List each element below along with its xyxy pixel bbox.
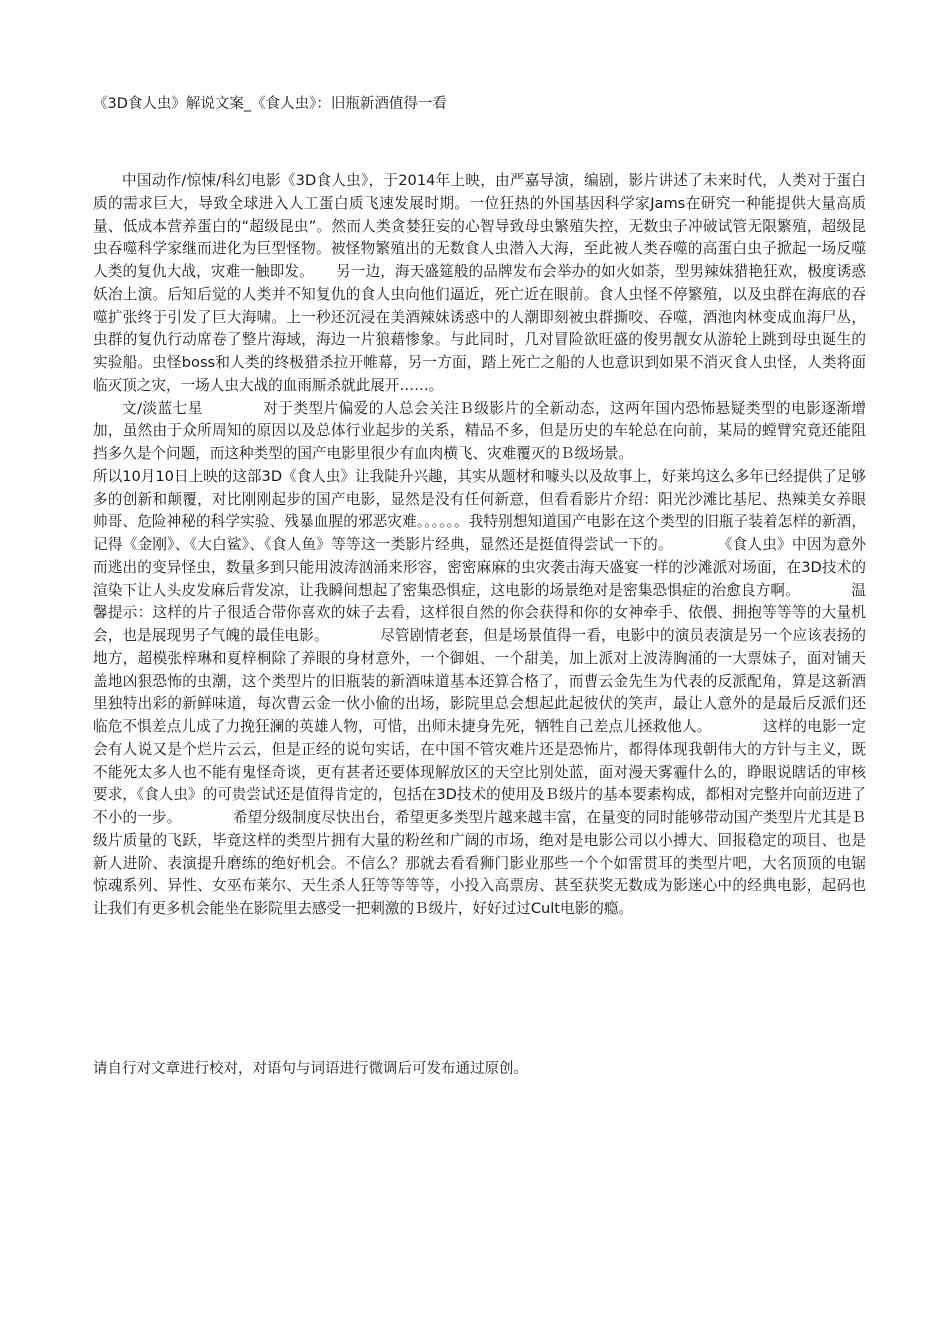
document-title: 《3D食人虫》解说文案_《食人虫》：旧瓶新酒值得一看 (93, 96, 447, 112)
document-body (93, 170, 866, 921)
paragraph-author-intro: 文/淡蓝七星 对于类型片偏爱的人总会关注Ｂ级影片的全新动态，这两年国内恐怖悬疑类型的电影逐渐增加，虽然由于众所周知的原因以及总体行业起步的关系，精品不多，但是历史的车轮总在向前，某局的螳臂究竟还能阻挡多久是个问题，而这种类型的国产电影里很少有血肉横飞、灾难覆灭的Ｂ级场景。 (93, 399, 866, 462)
footer-note: 请自行对文章进行校对，对语句与词语进行微调后可发布通过原创。 (93, 1061, 528, 1077)
paragraph-review: 所以10月10日上映的这部3D《食人虫》让我陡升兴趣，其实从题材和噱头以及故事上，好莱坞这么多年已经提供了足够多的创新和颠覆，对比刚刚起步的国产电影，显然是没有任何新意，但看看影片介绍：阳光沙滩比基尼、热辣美女养眼帅哥、危险神秘的科学实验、残暴血腥的邪恶灾难。。。。。。我特别想知道国产电影在这个类型的旧瓶子装着怎样的新酒，记得《金刚》、《大白鲨》、《食人鱼》等等这一类影片经典，显然还是挺值得尝试一下的。 《食人虫》中因为意外而逃出的变异怪虫，数量多到只能用波涛汹涌来形容，密密麻麻的虫灾袭击海天盛宴一样的沙滩派对场面，在3D技术的渲染下让人头皮发麻后背发凉，让我瞬间想起了密集恐惧症，这电影的场景绝对是密集恐惧症的治愈良方啊。 温馨提示：这样的片子很适合带你喜欢的妹子去看，这样很自然的你会获得和你的女神牵手、依偎、拥抱等等等的大量机会，也是展现男子气魄的最佳电影。 尽管剧情老套，但是场景值得一看，电影中的演员表演是另一个应该表扬的地方，超模张梓琳和夏梓桐除了养眼的身材意外，一个御姐、一个甜美，加上派对上波涛胸涌的一大票妹子，面对铺天盖地凶狠恐怖的虫潮，这个类型片的旧瓶装的新酒味道基本还算合格了，而曹云金先生为代表的反派配角，算是这新酒里独特出彩的新鲜味道，每次曹云金一伙小偷的出场，影院里总会想起此起彼伏的笑声，最让人意外的是最后反派们还临危不惧差点儿成了力挽狂澜的英雄人物，可惜，出师未捷身先死，牺牲自己差点儿拯救他人。 这样的电影一定会有人说又是个烂片云云，但是正经的说句实话，在中国不管灾难片还是恐怖片，都得体现我朝伟大的方针与主义，既不能死太多人也不能有鬼怪奇谈，更有甚者还要体现解放区的天空比别处蓝，面对漫天雾霾什么的，睁眼说瞎话的审核要求，《食人虫》的可贵尝试还是值得肯定的，包括在3D技术的使用及Ｂ级片的基本要素构成，都相对完整并向前迈进了不小的一步。 希望分级制度尽快出台，希望更多类型片越来越丰富，在量变的同时能够带动国产类型片尤其是Ｂ级片质量的飞跃，毕竟这样的类型片拥有大量的粉丝和广阔的市场，绝对是电影公司以小搏大、回报稳定的项目、也是新人进阶、表演提升磨练的绝好机会。不信么？那就去看看狮门影业那些一个个如雷贯耳的类型片吧，大名顶顶的电锯惊魂系列、异性、女巫布莱尔、天生杀人狂等等等等，小投入高票房、甚至获奖无数成为影迷心中的经典电影，起码也让我们有更多机会能坐在影院里去感受一把刺激的Ｂ级片，好好过过Cult电影的瘾。 (93, 467, 866, 917)
paragraph-plot-summary: 中国动作/惊悚/科幻电影《3D食人虫》，于2014年上映，由严嘉导演，编剧，影片讲述了未来时代，人类对于蛋白质的需求巨大，导致全球进入人工蛋白质飞速发展时期。一位狂热的外国基因科学家Jams在研究一种能提供大量高质量、低成本营养蛋白的“超级昆虫”。然而人类贪婪狂妄的心智导致母虫繁殖失控，无数虫子冲破试管无限繁殖，超级昆虫吞噬科学家继而进化为巨型怪物。被怪物繁殖出的无数食人虫潜入大海，至此被人类吞噬的高蛋白虫子掀起一场反噬人类的复仇大战，灾难一触即发。 另一边，海天盛筵般的品牌发布会举办的如火如荼，型男辣妹猎艳狂欢，极度诱惑妖冶上演。后知后觉的人类并不知复仇的食人虫向他们逼近，死亡近在眼前。食人虫怪不停繁殖，以及虫群在海底的吞噬扩张终于引发了巨大海啸。上一秒还沉浸在美酒辣妹诱惑中的人潮即刻被虫群撕咬、吞噬，酒池肉林变成血海尸丛，虫群的复仇行动席卷了整片海域，海边一片狼藉惨象。与此同时，几对冒险欲旺盛的俊男靓女从游轮上跳到母虫诞生的实验船。虫怪boss和人类的终极猎杀拉开帷幕，另一方面，踏上死亡之船的人也意识到如果不消灭食人虫怪，人类将面临灭顶之灾，一场人虫大战的血雨厮杀就此展开……。 (93, 172, 866, 394)
